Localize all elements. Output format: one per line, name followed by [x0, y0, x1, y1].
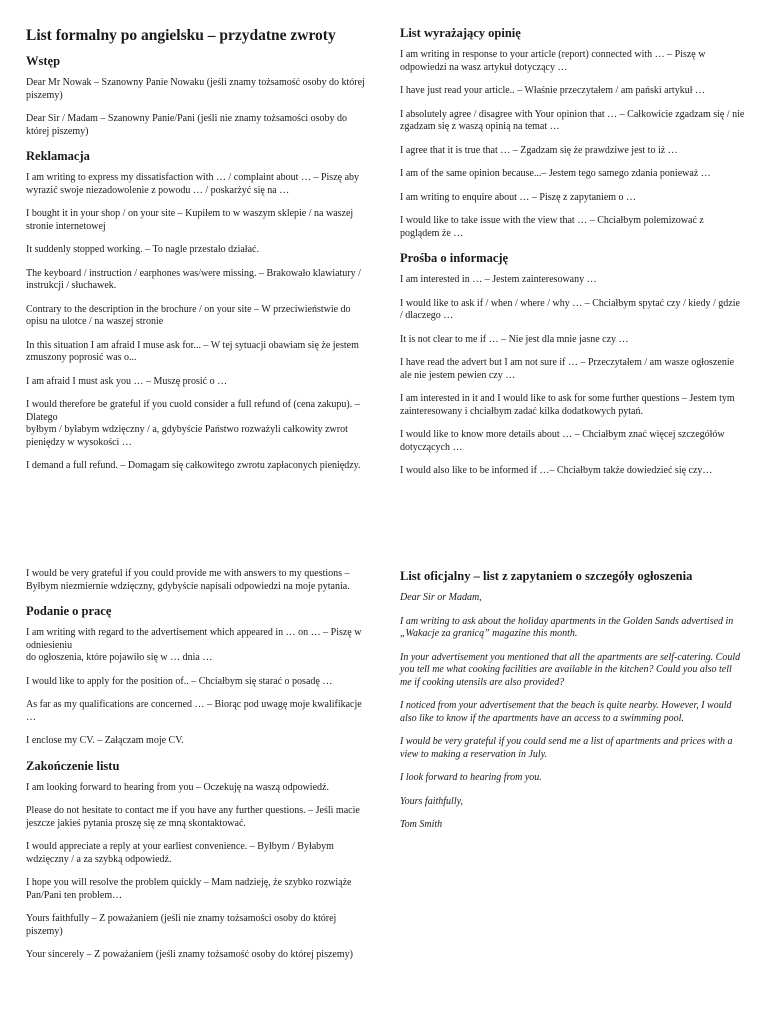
- section-heading-wstep: Wstęp: [26, 54, 61, 68]
- letter-signature: Tom Smith: [400, 819, 443, 830]
- top-left-column: [26, 27, 371, 484]
- letter-paragraph: I noticed from your advertisement that the beach is quite nearby. However, I would also like to know if the apartments have an access to a swimming pool.: [400, 700, 732, 724]
- letter-signoff: Yours faithfully,: [400, 795, 463, 807]
- letter-paragraph: I would be very grateful if you could send me a list of apartments and prices with a view to making a reservation in July.: [400, 736, 733, 760]
- phrase-item: I am writing in response to your article (report) connected with … – Piszę w odpowiedzi na wasz artykuł dotyczący …: [400, 49, 706, 73]
- phrase-item: As far as my qualifications are concerned … – Biorąc pod uwagę moje kwalifikacje …: [26, 699, 362, 723]
- phrase-item: I agree that it is true that … – Zgadzam się że prawdziwe jest to iż …: [400, 144, 678, 156]
- bottom-left-column: [26, 568, 371, 973]
- phrase-item: I am looking forward to hearing from you – Oczekuję na waszą odpowiedź.: [26, 781, 329, 793]
- phrase-item: I would like to know more details about … – Chciałbym znać więcej szczegółów dotyczących …: [400, 429, 725, 453]
- phrase-item: It suddenly stopped working. – To nagle przestało działać.: [26, 244, 259, 255]
- phrase-item: I am of the same opinion because...– Jestem tego samego zdania ponieważ …: [400, 168, 711, 179]
- phrase-item: I bought it in your shop / on your site – Kupiłem to w waszym sklepie / na waszej stronie internetowej: [26, 208, 354, 232]
- phrase-item: I hope you will resolve the problem quickly – Mam nadzieję, że szybko rozwiąże Pan/Pani ten problem…: [26, 877, 352, 901]
- section-heading-zakonczenie: Zakończenie listu: [26, 758, 120, 773]
- phrase-item: It is not clear to me if … – Nie jest dla mnie jasne czy …: [400, 333, 629, 345]
- letter-greeting: Dear Sir or Madam,: [400, 592, 482, 603]
- section-heading-reklamacja: Reklamacja: [26, 149, 90, 163]
- phrase-item: I have just read your article.. – Właśnie przeczytałem / am pański artykuł …: [400, 85, 705, 96]
- phrase-item: Please do not hesitate to contact me if you have any further questions. – Jeśli macie jeszcze jakieś pytania proszę się ze mną skontaktować.: [26, 805, 360, 829]
- phrase-item: I am writing to enquire about … – Piszę z zapytaniem o …: [400, 191, 637, 203]
- phrase-item: I would appreciate a reply at your earliest convenience. – Byłbym / Byłabym wdzięczny / a za szybką odpowiedź.: [26, 841, 334, 865]
- phrase-item: I have read the advert but I am not sure if … – Przeczytałem / am wasze ogłoszenie ale nie jestem pewien czy …: [400, 357, 735, 381]
- phrase-item: I am writing with regard to the advertisement which appeared in … on … – Piszę w odniesieniu do ogłoszenia, które pojawiło się w … dnia …: [26, 627, 362, 663]
- phrase-item: I absolutely agree / disagree with Your opinion that … – Całkowicie zgadzam się / nie zgadzam się z waszą opinią na temat …: [400, 108, 745, 132]
- section-heading-prosba: Prośba o informację: [400, 251, 509, 265]
- phrase-item: Yours faithfully – Z poważaniem (jeśli nie znamy tożsamości osoby do której piszemy): [26, 913, 337, 937]
- page-title: List formalny po angielsku – przydatne zwroty: [26, 27, 336, 44]
- letter-paragraph: In your advertisement you mentioned that all the apartments are self-catering. Could you tell me what cooking facilities are available in the kitchen? Could you also tell me if cooking utensils are also provided?: [400, 651, 741, 688]
- phrase-item: In this situation I am afraid I muse ask for... – W tej sytuacji obawiam się że jestem zmuszony poprosić was o...: [26, 339, 359, 363]
- phrase-item: I am interested in it and I would like to ask for some further questions – Jestem tym zainteresowany i chciałbym zadać kilka dodatkowych pytań.: [400, 393, 735, 417]
- phrase-item: I would be very grateful if you could provide me with answers to my questions – Byłbym niezmiernie wdzięczny, gdybyście napisali odpowiedzi na moje pytania.: [26, 568, 350, 592]
- phrase-item: I am interested in … – Jestem zainteresowany …: [400, 274, 597, 285]
- phrase-item: Your sincerely – Z poważaniem (jeśli znamy tożsamość osoby do której piszemy): [26, 949, 353, 960]
- phrase-item: The keyboard / instruction / earphones was/were missing. – Brakowało klawiatury / instrukcji / słuchawek.: [26, 267, 361, 291]
- phrase-item: Dear Sir / Madam – Szanowny Panie/Pani (jeśli nie znamy tożsamości osoby do której piszemy): [26, 113, 348, 137]
- letter-closing: I look forward to hearing from you.: [400, 772, 542, 783]
- sample-letter: [400, 592, 745, 832]
- top-right-column: [400, 26, 745, 489]
- phrase-item: I demand a full refund. – Domagam się całkowitego zwrotu zapłaconych pieniędzy.: [26, 460, 361, 471]
- phrase-item: I would like to take issue with the view that … – Chciałbym polemizować z poglądem że …: [400, 215, 704, 239]
- phrase-item: Contrary to the description in the brochure / on your site – W przeciwieństwie do opisu na ulotce / na waszej stronie: [26, 303, 351, 327]
- phrase-item: I would like to apply for the position of.. – Chciałbym się starać o posadę …: [26, 675, 333, 687]
- phrase-item: I enclose my CV. – Załączam moje CV.: [26, 735, 184, 746]
- phrase-item: I am afraid I must ask you … – Muszę prosić o …: [26, 375, 228, 387]
- phrase-item: Dear Mr Nowak – Szanowny Panie Nowaku (jeśli znamy tożsamość osoby do której piszemy): [26, 77, 365, 101]
- phrase-item: I would also like to be informed if …– Chciałbym także dowiedzieć się czy…: [400, 465, 713, 476]
- section-heading-list-oficjalny: List oficjalny – list z zapytaniem o szczegóły ogłoszenia: [400, 569, 693, 583]
- section-heading-podanie: Podanie o pracę: [26, 604, 112, 618]
- section-heading-opinia: List wyrażający opinię: [400, 26, 521, 40]
- phrase-item: I am writing to express my dissatisfaction with … / complaint about … – Piszę aby wyrazić swoje niezadowolenie z powodu … / poskarżyć się na …: [26, 172, 360, 196]
- letter-paragraph: I am writing to ask about the holiday apartments in the Golden Sands advertised in „Wakacje za granicą” magazine this month.: [400, 615, 734, 639]
- phrase-item: I would like to ask if / when / where / why … – Chciałbym spytać czy / kiedy / gdzie / dlaczego …: [400, 297, 740, 321]
- phrase-item: I would therefore be grateful if you cuold consider a full refund of (cena zakupu). – Dlatego byłbym / byłabym wdzięczny / a, gdybyście Państwo rozważyli całkowity zwrot pieniędzy w wysokości …: [26, 399, 360, 448]
- bottom-right-column: [400, 569, 745, 843]
